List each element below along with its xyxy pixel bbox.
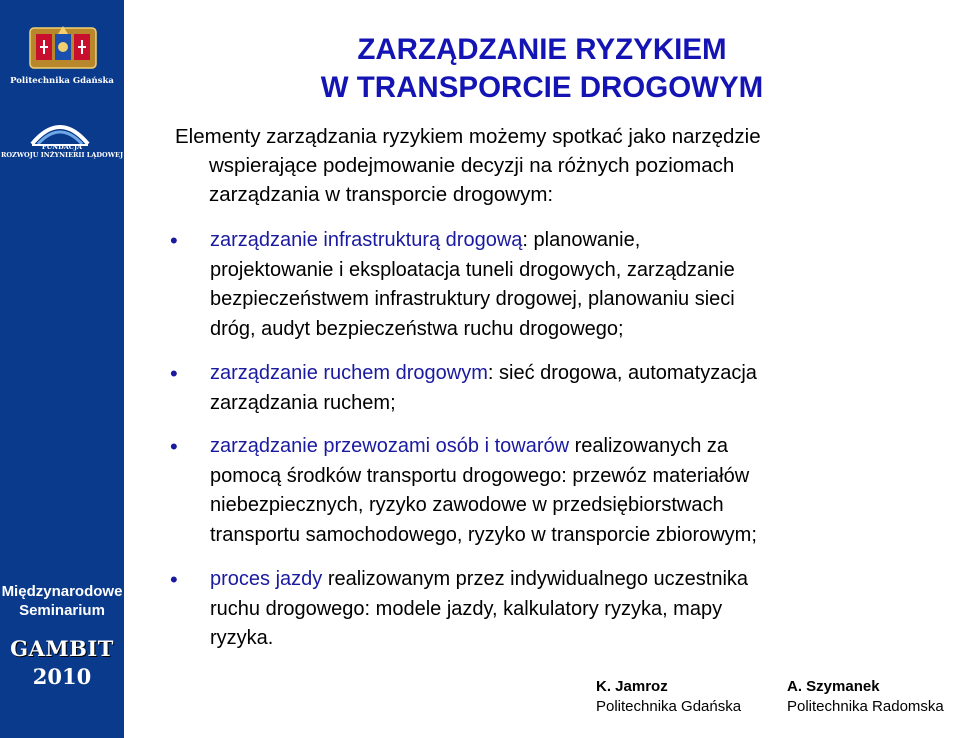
bullet-highlight: zarządzanie przewozami osób i towarów bbox=[210, 435, 570, 457]
bullet-text: pomocą środków transportu drogowego: przewóz materiałów bbox=[210, 464, 750, 487]
author-name: A. Szymanek bbox=[787, 678, 880, 695]
sidebar bbox=[0, 0, 124, 738]
politechnika-gdanska-crest-logo bbox=[28, 22, 98, 74]
bullet-line bbox=[210, 462, 955, 492]
bullet-highlight: zarządzanie infrastrukturą drogową bbox=[210, 229, 523, 251]
bullet-text: zarządzania ruchem; bbox=[210, 391, 396, 414]
bullet-line bbox=[210, 315, 955, 345]
author-name: K. Jamroz bbox=[596, 678, 668, 695]
bullet-text: : sieć drogowa, automatyzacja bbox=[487, 362, 757, 384]
intro-paragraph bbox=[175, 122, 945, 209]
bullet-highlight: zarządzanie ruchem drogowym bbox=[210, 362, 488, 384]
event-year: 2010 bbox=[32, 664, 92, 689]
intro-line: zarządzania w transporcie drogowym: bbox=[209, 183, 554, 206]
bullet-text: dróg, audyt bezpieczeństwa ruchu drogowego; bbox=[210, 317, 624, 340]
author-institution: Politechnika Gdańska bbox=[596, 698, 742, 715]
bullet-line bbox=[210, 256, 955, 286]
bullet-text: bezpieczeństwem infrastruktury drogowej, planowaniu sieci bbox=[210, 288, 735, 310]
bullet-line bbox=[210, 226, 955, 256]
bullet-line bbox=[210, 285, 955, 315]
bullet-text: ruchu drogowego: modele jazdy, kalkulatory ryzyka, mapy bbox=[210, 597, 723, 620]
bullet-line bbox=[210, 595, 955, 625]
event-name: GAMBIT bbox=[10, 636, 114, 661]
foundation-caption bbox=[0, 143, 124, 159]
bullet-icon: • bbox=[170, 361, 178, 386]
seminar-label: Międzynarodowe bbox=[1, 583, 123, 600]
bullet-text: niebezpiecznych, ryzyko zawodowe w przedsiębiorstwach bbox=[210, 494, 724, 516]
bullet-text: : planowanie, bbox=[522, 229, 641, 251]
bullet-item bbox=[210, 432, 955, 550]
bullet-item bbox=[210, 565, 955, 654]
slide-title: ZARZĄDZANIE RYZYKIEM bbox=[357, 33, 727, 66]
bullet-icon: • bbox=[170, 228, 178, 253]
intro-line: Elementy zarządzania ryzykiem możemy spotkać jako narzędzie bbox=[175, 125, 761, 148]
bullet-text: realizowanych za bbox=[569, 435, 729, 457]
foundation-line: FUNDACJA bbox=[41, 143, 83, 151]
bullet-line bbox=[210, 565, 955, 595]
bullet-icon: • bbox=[170, 567, 178, 592]
bullet-item bbox=[210, 226, 955, 344]
bullet-line bbox=[210, 389, 955, 419]
bullet-icon: • bbox=[170, 434, 178, 459]
bullet-line bbox=[210, 521, 955, 551]
bullet-text: transportu samochodowego, ryzyko w transporcie zbiorowym; bbox=[210, 523, 757, 546]
bullet-item bbox=[210, 359, 955, 418]
bullet-text: ryzyka. bbox=[210, 627, 274, 649]
author-block bbox=[787, 677, 944, 717]
bullet-line bbox=[210, 359, 955, 389]
logo-caption: Politechnika Gdańska bbox=[10, 76, 114, 86]
author-institution: Politechnika Radomska bbox=[787, 698, 944, 715]
bullet-text: realizowanym przez indywidualnego uczestnika bbox=[322, 568, 749, 590]
seminar-label: Seminarium bbox=[19, 602, 105, 619]
author-block bbox=[596, 677, 741, 717]
bullet-line bbox=[210, 432, 955, 462]
bullet-line bbox=[210, 624, 955, 654]
bullet-highlight: proces jazdy bbox=[210, 568, 323, 590]
foundation-line: ROZWOJU INŻYNIERII LĄDOWEJ bbox=[0, 151, 124, 159]
bullet-text: projektowanie i eksploatacja tuneli drogowych, zarządzanie bbox=[210, 258, 735, 281]
bullet-line bbox=[210, 491, 955, 521]
slide-title: W TRANSPORCIE DROGOWYM bbox=[320, 71, 764, 104]
intro-line: wspierające podejmowanie decyzji na różnych poziomach bbox=[209, 154, 735, 177]
